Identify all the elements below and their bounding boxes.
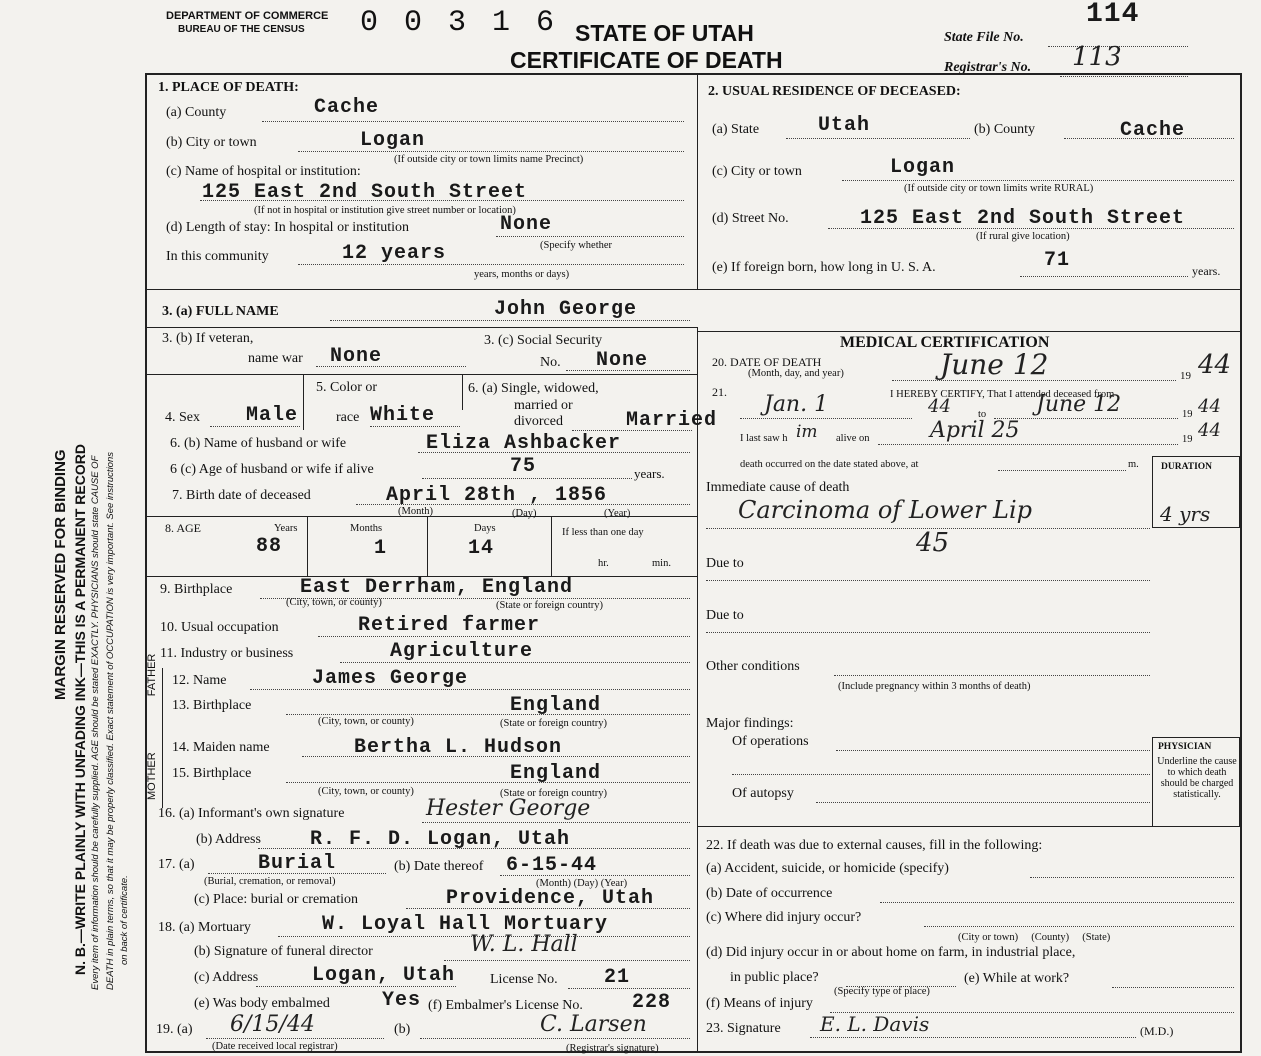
- marital-label-2: married or: [514, 398, 573, 413]
- res-street-label: (d) Street No.: [712, 211, 789, 226]
- res-street-value: 125 East 2nd South Street: [860, 207, 1186, 230]
- department-label: DEPARTMENT OF COMMERCE: [166, 10, 329, 22]
- age-months-label: Months: [350, 523, 383, 534]
- social-security-label: 3. (c) Social Security: [484, 333, 603, 348]
- occupation-label: 10. Usual occupation: [160, 620, 279, 635]
- spouse-label: 6. (b) Name of husband or wife: [170, 436, 347, 451]
- mother-father-side-label: [146, 654, 158, 800]
- immediate-cause-label: Immediate cause of death: [706, 480, 850, 495]
- certificate-title: CERTIFICATE OF DEATH: [510, 47, 783, 73]
- pod-city-note: (If outside city or town limits name Precinct): [394, 154, 584, 165]
- pod-hospital-note: (If not in hospital or institution give street number or location): [254, 205, 516, 216]
- pod-city-label: (b) City or town: [166, 135, 257, 150]
- accident-label: (a) Accident, suicide, or homicide (specify): [706, 861, 949, 876]
- where-injury-note: (City or town) (County) (State): [958, 932, 1111, 943]
- registrar-signature-label: (b): [394, 1022, 411, 1037]
- immediate-cause-value: Carcinoma of Lower Lip: [738, 496, 1033, 524]
- physician-signature-label: 23. Signature: [706, 1021, 781, 1036]
- age-years-value: 88: [256, 535, 283, 558]
- alive-on-label: alive on: [836, 433, 870, 444]
- place-burial-value: Providence, Utah: [446, 887, 655, 910]
- physician-note: Underline the cause to which death should be charged statistically.: [1157, 756, 1237, 800]
- place-burial-label: (c) Place: burial or cremation: [194, 892, 359, 907]
- birthplace-label: 9. Birthplace: [160, 582, 233, 597]
- due-to-2-label: Due to: [706, 608, 744, 623]
- res-city-note: (If outside city or town limits write RURAL): [904, 183, 1094, 194]
- father-birthplace-value: England: [510, 694, 602, 717]
- age-days-label: Days: [474, 523, 496, 534]
- physician-signature: E. L. Davis: [820, 1012, 930, 1036]
- age-months-value: 1: [374, 537, 388, 560]
- birth-month-note: (Month): [398, 506, 433, 517]
- father-bp-note-1: (City, town, or county): [318, 716, 414, 727]
- res-foreign-value: 71: [1044, 249, 1071, 272]
- embalmer-license-value: 228: [632, 991, 672, 1014]
- occupation-value: Retired farmer: [358, 614, 541, 637]
- mother-name-label: 14. Maiden name: [172, 740, 270, 755]
- while-at-work-label: (e) While at work?: [964, 971, 1070, 986]
- state-title: STATE OF UTAH: [575, 20, 754, 46]
- death-occurred-m: m.: [1128, 459, 1139, 470]
- birthplace-note-2: (State or foreign country): [496, 600, 604, 611]
- father-name-label: 12. Name: [172, 673, 227, 688]
- date-thereof-label: (b) Date thereof: [394, 859, 484, 874]
- pod-stay-label: (d) Length of stay: In hospital or institution: [166, 220, 410, 235]
- father-side-label: FATHER: [146, 653, 158, 697]
- attended-from-value: Jan. 1: [764, 392, 829, 417]
- res-foreign-unit: years.: [1192, 264, 1221, 278]
- race-value: White: [370, 404, 436, 427]
- death-date-label: 20. DATE OF DEATH: [712, 355, 822, 369]
- mother-bp-note-1: (City, town, or county): [318, 786, 414, 797]
- res-street-note: (If rural give location): [976, 231, 1070, 242]
- specify-place-note: (Specify type of place): [834, 986, 930, 997]
- mortuary-label: 18. (a) Mortuary: [158, 920, 251, 935]
- date-received-label: 19. (a): [156, 1022, 193, 1037]
- medical-certification-title: MEDICAL CERTIFICATION: [840, 334, 1050, 351]
- means-of-injury-label: (f) Means of injury: [706, 996, 813, 1011]
- father-name-value: James George: [312, 667, 469, 690]
- marital-label-3: divorced: [514, 414, 563, 429]
- industry-value: Agriculture: [390, 640, 534, 663]
- mother-birthplace-label: 15. Birthplace: [172, 766, 252, 781]
- spouse-age-label: 6 (c) Age of husband or wife if alive: [170, 462, 374, 477]
- full-name-label: 3. (a) FULL NAME: [162, 304, 279, 319]
- father-birthplace-label: 13. Birthplace: [172, 698, 252, 713]
- res-state-value: Utah: [818, 114, 871, 137]
- social-security-value: None: [596, 349, 649, 372]
- birthplace-value: East Derrham, England: [300, 576, 574, 599]
- date-received-value: 6/15/44: [230, 1012, 315, 1037]
- color-label: 5. Color or: [316, 380, 378, 395]
- mortuary-address-value: Logan, Utah: [312, 964, 456, 987]
- pod-county-label: (a) County: [166, 105, 227, 120]
- operations-label: Of operations: [732, 734, 809, 749]
- duration-value: 4 yrs: [1160, 502, 1211, 526]
- informant-signature: Hester George: [426, 796, 591, 821]
- attended-to-year: 44: [1198, 396, 1221, 417]
- burial-label: 17. (a): [158, 857, 195, 872]
- public-place-label: in public place?: [730, 970, 819, 985]
- pod-city-value: Logan: [360, 129, 426, 152]
- home-injury-label: (d) Did injury occur in or about home on farm, in industrial place,: [706, 945, 1076, 960]
- informant-address-label: (b) Address: [196, 832, 261, 847]
- registrar-number-value: 113: [1072, 42, 1122, 72]
- informant-address-value: R. F. D. Logan, Utah: [310, 828, 571, 851]
- marital-value: Married: [626, 409, 718, 432]
- last-saw-label: I last saw h: [740, 433, 788, 444]
- bureau-label: BUREAU OF THE CENSUS: [178, 24, 305, 35]
- age-years-label: Years: [274, 523, 298, 534]
- state-file-label: State File No.: [944, 30, 1024, 45]
- margin-instructions-text-2: DEATH in plain terms, so that it may be properly classified. Exact statement of OCCUPATION is very important. See instructions: [105, 452, 116, 990]
- embalmer-license-label: (f) Embalmer's License No.: [428, 998, 583, 1013]
- death-occurred-text: death occurred on the date stated above, at: [740, 459, 919, 470]
- date-thereof-value: 6-15-44: [506, 854, 598, 877]
- funeral-director-signature: W. L. Hall: [470, 932, 578, 957]
- due-to-1-label: Due to: [706, 556, 744, 571]
- informant-label: 16. (a) Informant's own signature: [158, 806, 345, 821]
- mother-bp-note-2: (State or foreign country): [500, 788, 608, 799]
- registrar-signature-note: (Registrar's signature): [566, 1043, 659, 1054]
- mortuary-value: W. Loyal Hall Mortuary: [322, 913, 609, 936]
- birth-date-label: 7. Birth date of deceased: [172, 488, 311, 503]
- date-received-note: (Date received local registrar): [212, 1041, 338, 1052]
- other-conditions-note: (Include pregnancy within 3 months of death): [838, 681, 1031, 692]
- license-value: 21: [604, 966, 631, 989]
- last-saw-value: im: [796, 422, 818, 442]
- industry-label: 11. Industry or business: [160, 646, 294, 661]
- death-date-value: June 12: [940, 348, 1049, 381]
- death-year-prefix: 19: [1180, 370, 1191, 382]
- pod-hospital-value: 125 East 2nd South Street: [202, 181, 528, 204]
- pod-community-note: years, months or days): [474, 269, 570, 280]
- attended-to-label: to: [978, 409, 987, 420]
- alive-on-value: April 25: [930, 418, 1020, 443]
- attended-to-value: June 12: [1036, 392, 1122, 417]
- external-causes-title: 22. If death was due to external causes, fill in the following:: [706, 838, 1043, 853]
- age-days-value: 14: [468, 537, 495, 560]
- birth-day-note: (Day): [512, 508, 537, 519]
- birthplace-note-1: (City, town, or county): [286, 597, 382, 608]
- age-label: 8. AGE: [165, 521, 201, 535]
- res-county-value: Cache: [1120, 119, 1186, 142]
- res-city-value: Logan: [890, 156, 956, 179]
- burial-note: (Burial, cremation, or removal): [204, 876, 336, 887]
- physician-label: PHYSICIAN: [1158, 742, 1212, 752]
- pod-county-value: Cache: [314, 96, 380, 119]
- age-min-label: min.: [652, 558, 671, 569]
- other-conditions-label: Other conditions: [706, 659, 800, 674]
- res-county-label: (b) County: [974, 122, 1036, 137]
- place-of-death-title: 1. PLACE OF DEATH:: [158, 80, 299, 95]
- veteran-war-label: name war: [248, 351, 303, 366]
- res-foreign-label: (e) If foreign born, how long in U. S. A.: [712, 260, 936, 275]
- margin-instructions-text-3: on back of certificate.: [119, 875, 130, 965]
- spouse-age-unit: years.: [634, 466, 665, 481]
- race-label: race: [336, 410, 360, 425]
- md-label: (M.D.): [1140, 1024, 1174, 1038]
- attended-to-year-prefix: 19: [1182, 409, 1193, 420]
- margin-instructions-text-1: Every item of information should be carefully supplied. AGE should be stated EXACTLY. PHYSICIANS should state CAUSE OF: [90, 455, 101, 990]
- pod-stay-value: None: [500, 213, 553, 236]
- pod-community-label: In this community: [166, 249, 269, 264]
- certify-label: 21.: [712, 385, 727, 399]
- stamp-number: 0 0 3 1 6: [360, 6, 559, 40]
- certify-text: I HEREBY CERTIFY, That I attended deceased from: [890, 389, 1115, 400]
- mother-name-value: Bertha L. Hudson: [354, 736, 563, 759]
- mother-side-label: MOTHER: [146, 752, 158, 800]
- residence-title: 2. USUAL RESIDENCE OF DECEASED:: [708, 84, 961, 99]
- birth-date-value: April 28th , 1856: [386, 484, 608, 507]
- spouse-age-value: 75: [510, 455, 537, 478]
- date-thereof-note: (Month) (Day) (Year): [536, 878, 628, 889]
- registrar-signature: C. Larsen: [540, 1012, 647, 1037]
- embalmed-label: (e) Was body embalmed: [194, 996, 330, 1011]
- res-city-label: (c) City or town: [712, 164, 802, 179]
- margin-binding-text: MARGIN RESERVED FOR BINDING: [52, 449, 69, 700]
- immediate-cause-value-2: 45: [916, 528, 950, 558]
- death-date-note: (Month, day, and year): [748, 368, 844, 379]
- funeral-director-label: (b) Signature of funeral director: [194, 944, 373, 959]
- margin-permanent-record-text: N. B.—WRITE PLAINLY WITH UNFADING INK—THIS IS A PERMANENT RECORD: [72, 444, 88, 975]
- state-file-value: 114: [1086, 0, 1140, 30]
- birth-year-note: (Year): [604, 508, 631, 519]
- less-than-day-label: If less than one day: [562, 527, 644, 538]
- burial-value: Burial: [258, 852, 337, 875]
- spouse-value: Eliza Ashbacker: [426, 432, 622, 455]
- alive-year-prefix: 19: [1182, 434, 1193, 445]
- veteran-label: 3. (b) If veteran,: [162, 331, 254, 346]
- death-year-value: 44: [1198, 350, 1232, 380]
- veteran-value: None: [330, 345, 383, 368]
- registrar-number-label: Registrar's No.: [944, 60, 1032, 75]
- major-findings-label: Major findings:: [706, 716, 794, 731]
- mortuary-address-label: (c) Address: [194, 970, 259, 985]
- duration-label: DURATION: [1161, 462, 1213, 472]
- social-security-no-label: No.: [540, 355, 561, 370]
- age-hr-label: hr.: [598, 558, 609, 569]
- sex-label: 4. Sex: [165, 410, 200, 425]
- attended-from-year: 44: [928, 396, 951, 417]
- occurrence-date-label: (b) Date of occurrence: [706, 886, 833, 901]
- alive-year: 44: [1198, 420, 1221, 441]
- father-bp-note-2: (State or foreign country): [500, 718, 608, 729]
- res-state-label: (a) State: [712, 122, 760, 137]
- mother-birthplace-value: England: [510, 762, 602, 785]
- embalmed-value: Yes: [382, 989, 422, 1012]
- marital-label: 6. (a) Single, widowed,: [468, 381, 599, 396]
- pod-hospital-label: (c) Name of hospital or institution:: [166, 164, 361, 179]
- where-injury-label: (c) Where did injury occur?: [706, 910, 862, 925]
- license-label: License No.: [490, 972, 558, 987]
- autopsy-label: Of autopsy: [732, 786, 794, 801]
- pod-stay-note: (Specify whether: [540, 240, 613, 251]
- sex-value: Male: [246, 404, 299, 427]
- pod-community-value: 12 years: [342, 242, 447, 265]
- full-name-value: John George: [494, 298, 638, 321]
